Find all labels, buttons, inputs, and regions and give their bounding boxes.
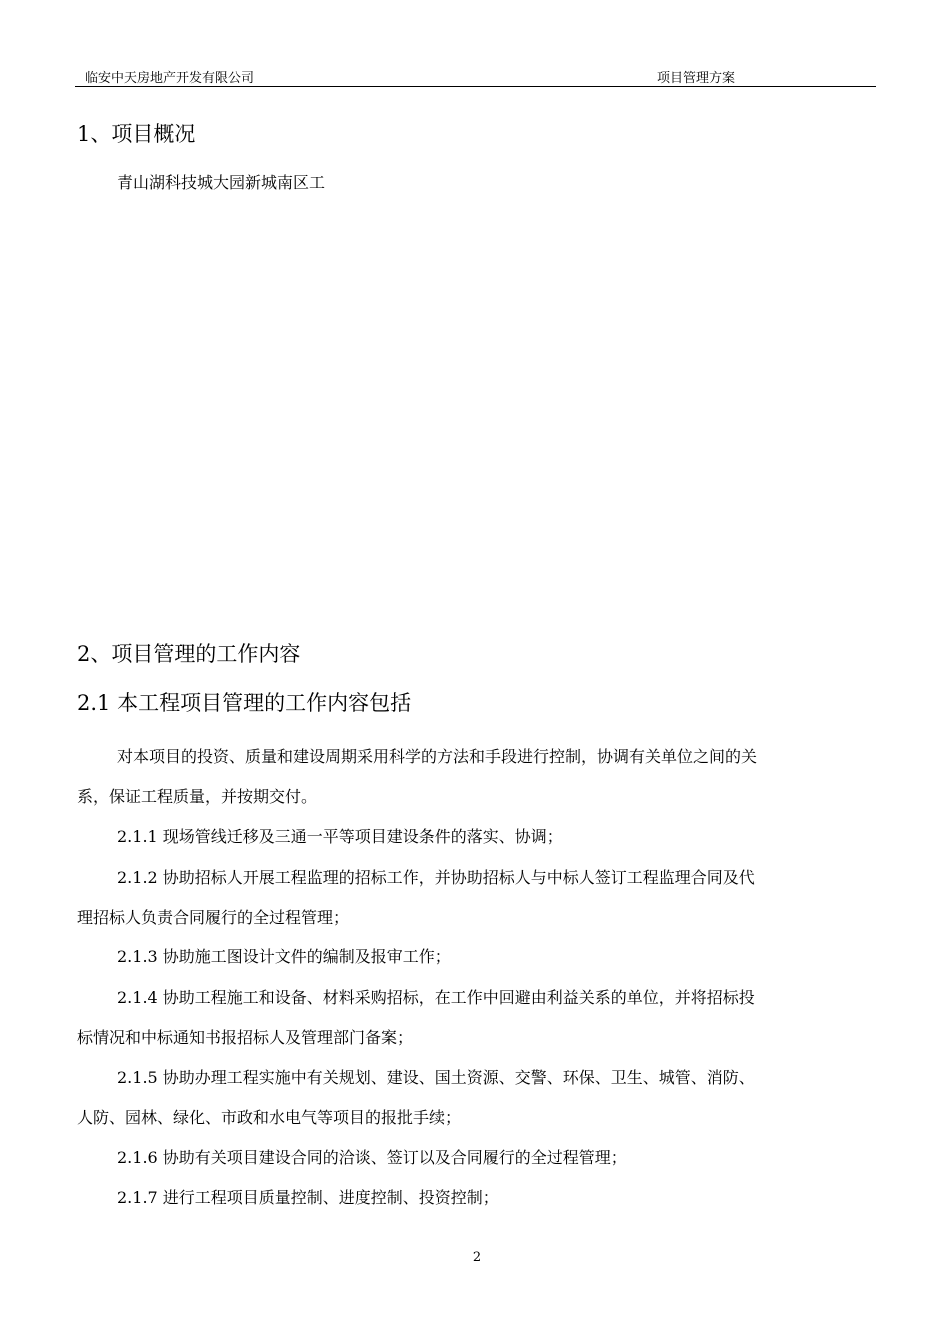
section-2-heading: 2、项目管理的工作内容 xyxy=(77,642,301,666)
page-number: 2 xyxy=(472,1250,482,1265)
list-item: 2.1.7 进行工程项目质量控制、进度控制、投资控制； xyxy=(117,1188,499,1207)
list-item: 2.1.6 协助有关项目建设合同的洽谈、签订以及合同履行的全过程管理； xyxy=(117,1148,627,1167)
list-item-continuation: 标情况和中标通知书报招标人及管理部门备案； xyxy=(77,1028,414,1047)
list-item-continuation: 人防、园林、绿化、市政和水电气等项目的报批手续； xyxy=(77,1108,462,1127)
list-item: 2.1.2 协助招标人开展工程监理的招标工作，并协助招标人与中标人签订工程监理合同及代 xyxy=(117,868,755,887)
section-1-text: 青山湖科技城大园新城南区工 xyxy=(117,173,326,192)
list-item: 2.1.5 协助办理工程实施中有关规划、建设、国土资源、交警、环保、卫生、城管、消防、 xyxy=(117,1068,755,1087)
header-company: 临安中天房地产开发有限公司 xyxy=(85,71,255,86)
section-2-1-heading: 2.1 本工程项目管理的工作内容包括 xyxy=(77,691,412,715)
list-item: 2.1.1 现场管线迁移及三通一平等项目建设条件的落实、协调； xyxy=(117,827,563,846)
intro-paragraph-line-1: 对本项目的投资、质量和建设周期采用科学的方法和手段进行控制，协调有关单位之间的关 xyxy=(117,747,758,766)
list-item: 2.1.4 协助工程施工和设备、材料采购招标，在工作中回避由利益关系的单位，并将招标投 xyxy=(117,988,755,1007)
list-item: 2.1.3 协助施工图设计文件的编制及报审工作； xyxy=(117,947,451,966)
header-rule xyxy=(75,86,876,87)
intro-paragraph-line-2: 系，保证工程质量，并按期交付。 xyxy=(77,787,318,806)
section-1-heading: 1、项目概况 xyxy=(77,122,196,146)
header-doc-title: 项目管理方案 xyxy=(657,71,736,86)
list-item-continuation: 理招标人负责合同履行的全过程管理； xyxy=(77,908,350,927)
